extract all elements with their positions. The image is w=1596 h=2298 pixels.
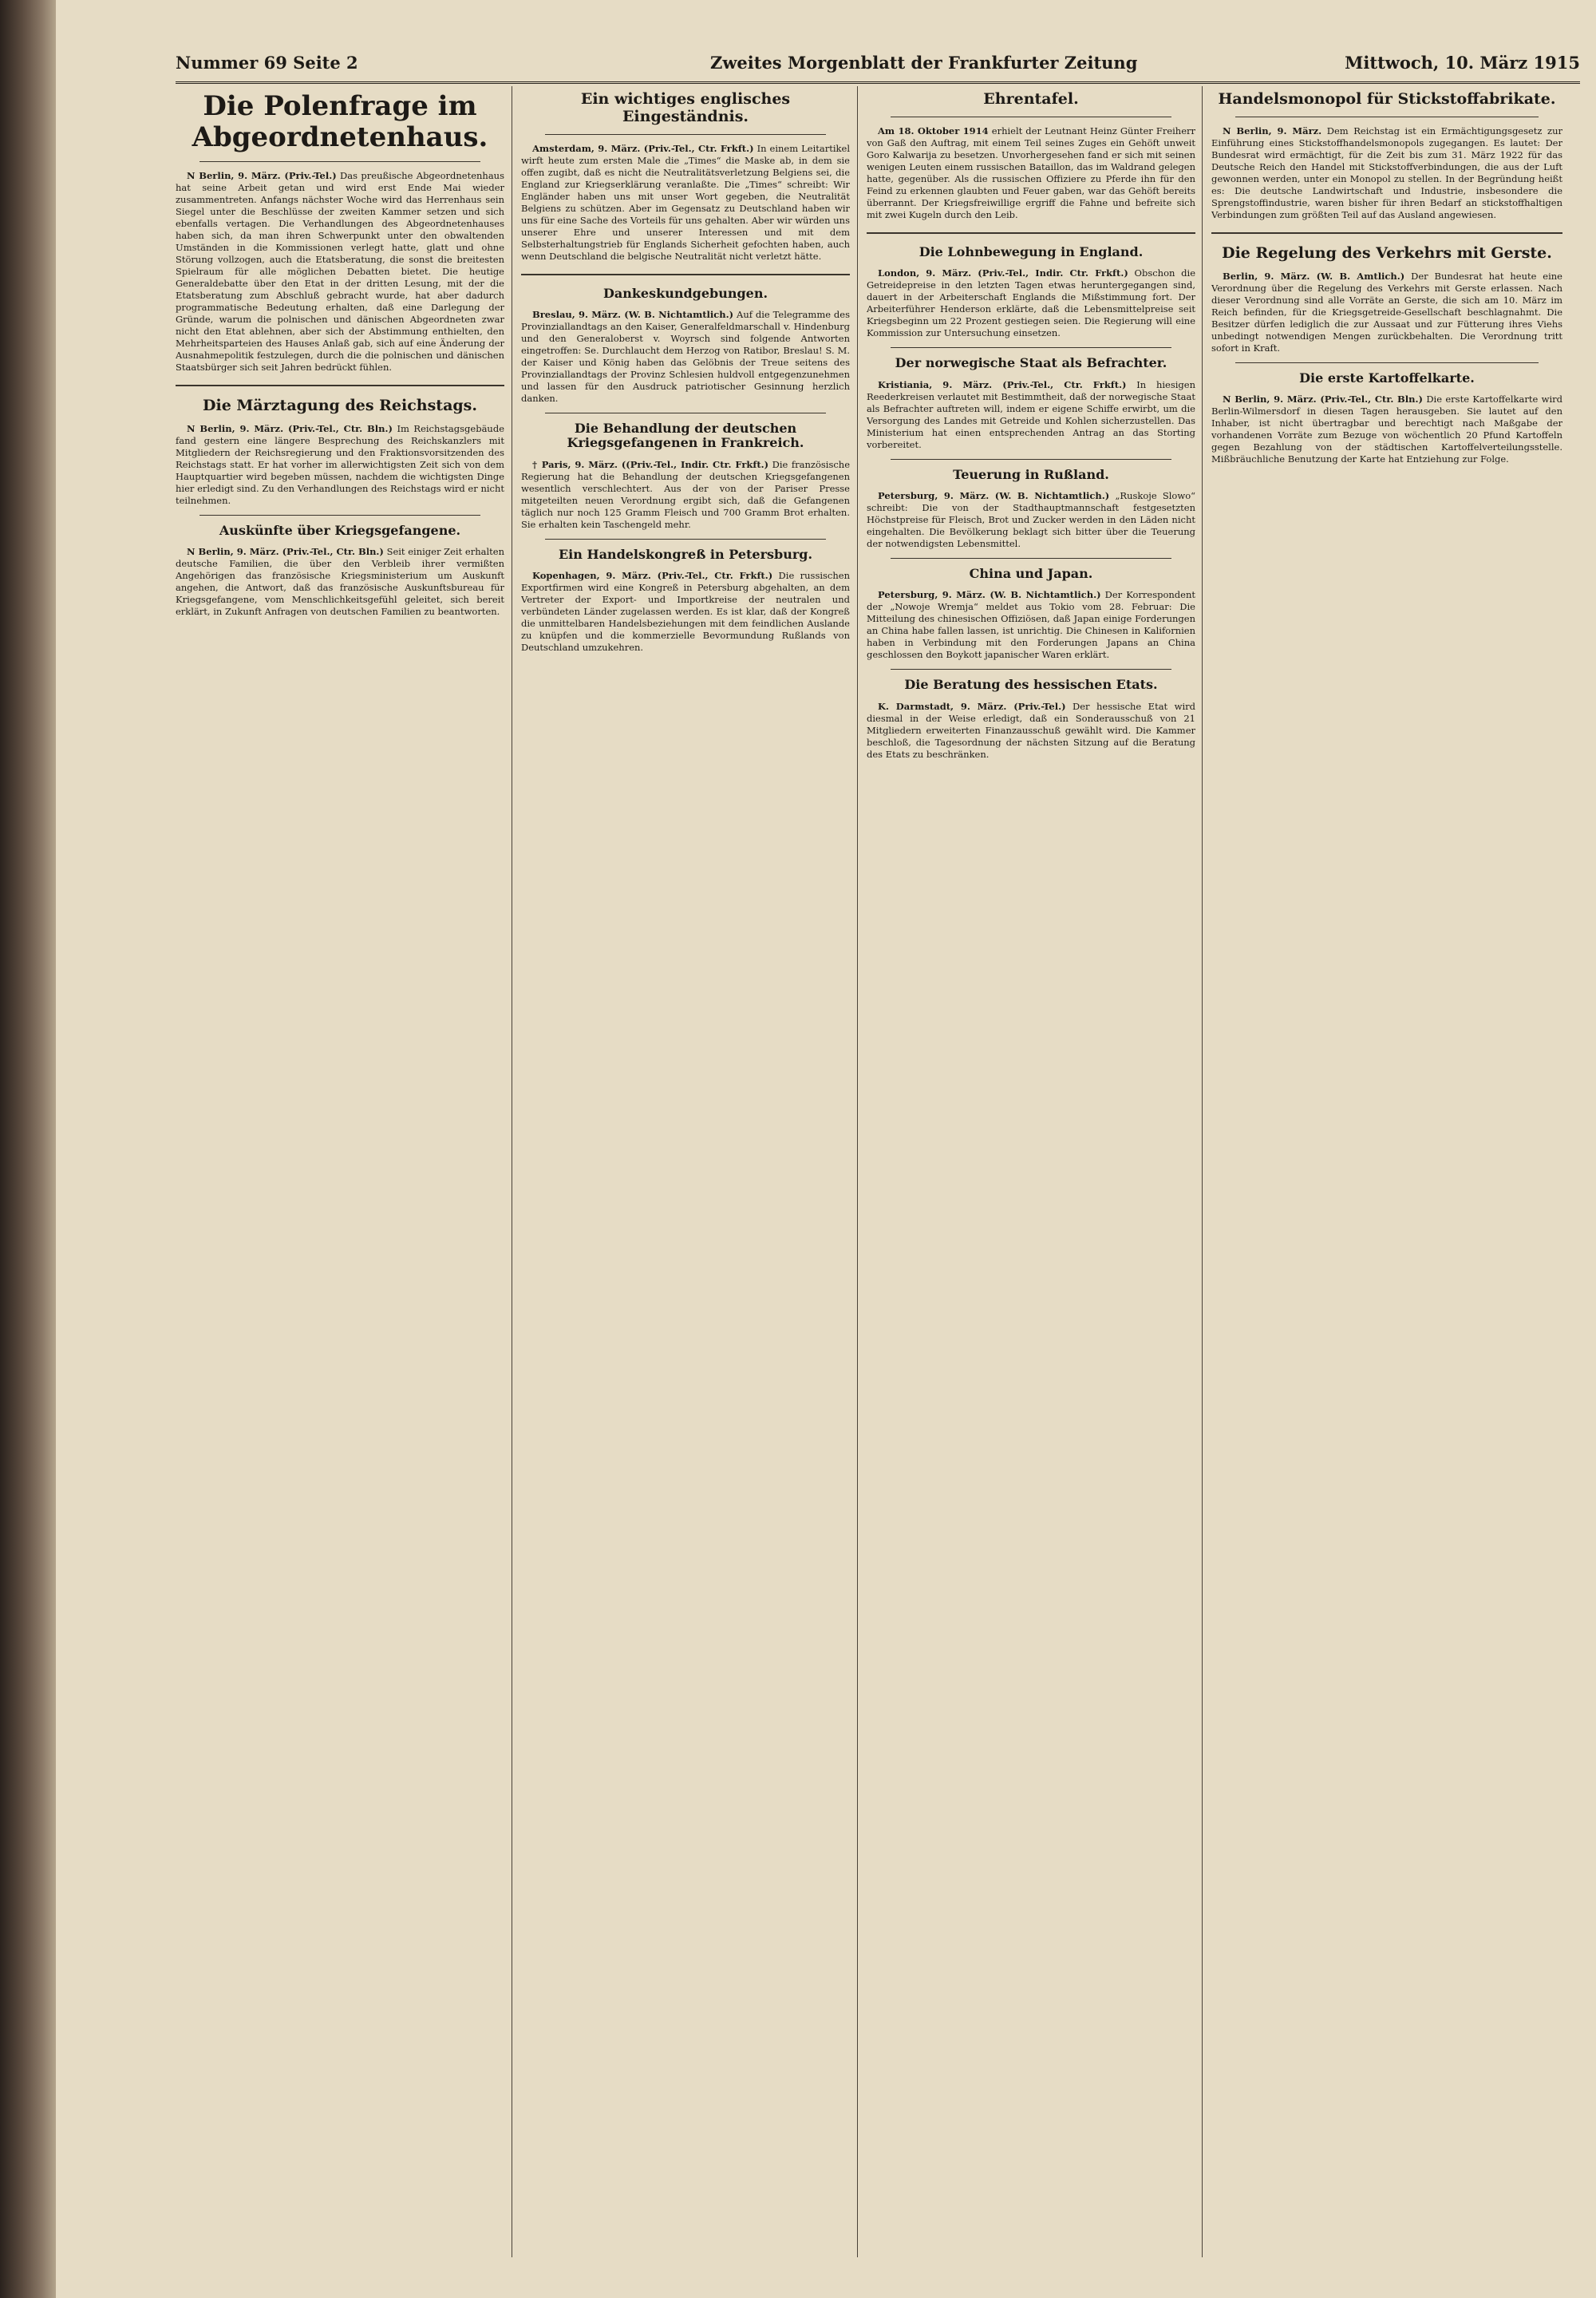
column-1 [176, 86, 504, 2257]
article-body [1211, 271, 1562, 354]
divider [521, 274, 850, 275]
dateline: Berlin, 9. März. (W. B. Amtlich.) [1223, 270, 1405, 282]
divider [545, 134, 826, 135]
article-text: erhielt der Leutnant Heinz Günter Freiherr von Gaß den Auftrag, mit einem Teil seines Zuges ein Gehöft unweit Goro Kalwarija zu besetzen. Unvorhergesehen fand er sich mit seinen wenigen Leuten einem russischen Bataillon, das im Waldrand gelegen hatte, gegenüber. Als die russischen Offiziere zu Pferde ihn für den Feind zu erkennen glaubten und Feuer gaben, war das Gehöft bereits überrannt. Der Kriegsfreiwillige ergriff die Fahne und befreite sich mit zwei Kugeln durch den Leib. [867, 125, 1195, 220]
dateline: Am 18. Oktober 1914 [878, 125, 989, 136]
divider [200, 161, 480, 162]
article-body [1211, 394, 1562, 465]
article-body [867, 379, 1195, 451]
dateline: Petersburg, 9. März. (W. B. Nichtamtlich.) [878, 490, 1110, 502]
article-body [521, 143, 850, 263]
headline-maerztagung: Die Märztagung des Reichstags. [203, 397, 477, 415]
divider [1235, 362, 1539, 363]
headline-kriegsgefangene: Auskünfte über Kriegsgefangene. [219, 523, 461, 539]
dateline: Amsterdam, 9. März. (Priv.-Tel., Ctr. Frkft.) [532, 142, 754, 154]
headline-lohnbewegung: Die Lohnbewegung in England. [918, 243, 1144, 259]
dateline: Petersburg, 9. März. (W. B. Nichtamtlich.) [878, 589, 1101, 601]
header-masthead: Zweites Morgenblatt der Frankfurter Zeitung [710, 53, 1138, 73]
article-text: Die erste Kartoffelkarte wird Berlin-Wilmersdorf in diesen Tagen herausgeben. Sie lautet auf den Inhaber, ist nicht übertragbar und berechtigt nach Maßgabe der vorhandenen Vorräte zum Bezuge von wöchentlich 20 Pfund Kartoffeln gegen Bezahlung von der städtischen Kartoffelverteilungsstelle. Mißbräuchliche Benutzung der Karte hat Entziehung zur Folge. [1211, 394, 1562, 465]
headline-polenfrage: Die Polenfrage im Abgeordnetenhaus. [192, 90, 488, 154]
headline-hessischer-etat: Die Beratung des hessischen Etats. [904, 677, 1158, 693]
article-text: Obschon die Getreidepreise in den letzten Tagen etwas heruntergegangen sind, dauert in der Arbeiterschaft Englands die Mißstimmung fort. Der Arbeiterführer Henderson erklärte, daß die Lebensmittelpreise seit Kriegsbeginn um 22 Prozent gestiegen seien. Die Regierung will eine Kommission zur Untersuchung einsetzen. [867, 267, 1195, 339]
dateline: N Berlin, 9. März. (Priv.-Tel., Ctr. Bln.) [1223, 394, 1423, 405]
headline-kriegsgefangene-frankreich: Die Behandlung der deutschen Kriegsgefangenen in Frankreich. [567, 421, 804, 451]
divider [545, 539, 826, 540]
headline-teuerung: Teuerung in Rußland. [953, 466, 1109, 482]
headline-china-japan: China und Japan. [969, 566, 1093, 582]
newspaper-page [56, 0, 1596, 2298]
divider [891, 459, 1171, 460]
article-text: Der hessische Etat wird diesmal in der Weise erledigt, daß ein Sonderausschuß von 21 Mitgliedern erweiterten Finanzausschuß gewählt wird. Die Kammer beschloß, die Tagesordnung der nächsten Sitzung auf die Beratung des Etats zu beschränken. [867, 700, 1195, 760]
article-text: Dem Reichstag ist ein Ermächtigungsgesetz zur Einführung eines Stickstoffhandelsmonopols zugegangen. Es lautet: Der Bundesrat wird ermächtigt, für die Zeit bis zum 31. März 1922 für das Deutsche Reich den Handel mit Stickstoffverbindungen, die aus der Luft gewonnen werden, unter ein Monopol zu stellen. In der Begründung heißt es: Die deutsche Landwirtschaft und Industrie, insbesondere die Sprengstoffindustrie, waren bisher für ihren Bedarf an stickstoffhaltigen Verbindungen zum größten Teil auf das Ausland angewiesen. [1211, 125, 1562, 220]
article-body [176, 423, 504, 507]
headline-stickstoff: Handelsmonopol für Stickstoffabrikate. [1218, 90, 1556, 108]
book-binding [0, 0, 56, 2298]
column-3 [867, 86, 1195, 2257]
divider [891, 347, 1171, 348]
article-body [521, 459, 850, 531]
article-body [176, 170, 504, 374]
article-body [521, 570, 850, 654]
article-text: Im Reichstagsgebäude fand gestern eine längere Besprechung des Reichskanzlers mit Mitgliedern der Reichsregierung und den Fraktionsvorsitzenden des Reichstags statt. Er hat vorher im allerwichtigsten Zeit sich von dem Hauptquartier wird begeben müssen, nachdem die wichtigsten Dinge hier erledigt sind. Zu den Verhandlungen des Reichstags wird er nicht teilnehmen. [176, 423, 504, 507]
divider [200, 515, 480, 516]
headline-dankeskundgebungen: Dankeskundgebungen. [602, 285, 768, 301]
article-text: In hiesigen Reederkreisen verlautet mit Bestimmtheit, daß der norwegische Staat als Befrachter auftreten will, indem er eigene Schiffe erwirbt, um die Versorgung des Landes mit Getreide und Kohlen sicherzustellen. Das Ministerium hat einen entsprechenden Antrag an das Storting vorbereitet. [867, 378, 1195, 450]
dateline: London, 9. März. (Priv.-Tel., Indir. Ctr. Frkft.) [878, 267, 1128, 279]
header-date: Mittwoch, 10. März 1915 [1345, 53, 1580, 73]
dateline: Kopenhagen, 9. März. (Priv.-Tel., Ctr. Frkft.) [532, 570, 773, 582]
page-header [176, 46, 1580, 84]
column-4 [1211, 86, 1562, 2257]
article-body [1211, 125, 1562, 221]
article-text: In einem Leitartikel wirft heute zum ersten Male die „Times“ die Maske ab, in dem sie offen zugibt, daß es nicht die Neutralitätsverletzung Belgiens sei, die England zur Kriegserklärung veranlaßte. Die „Times“ schreibt: Wir Engländer haben uns mit unser Wort gegeben, die Neutralität Belgiens zu schützen. Aber im Gegensatz zu Deutschland haben wir uns für eine Sache des Vorteils für uns gehalten. Aber wir würden uns unserer Ehre und unserer Interessen und mit dem Selbsterhaltungstrieb für Englands Sicherheit gefochten haben, auch wenn Deutschland die belgische Neutralität nicht verletzt hätte. [521, 142, 850, 262]
divider [176, 385, 504, 386]
divider [891, 669, 1171, 670]
article-text: „Ruskoje Slowo“ schreibt: Die von der Stadthauptmannschaft festgesetzten Höchstpreise für Fleisch, Brot und Zucker werden in den Läden nicht eingehalten. Die Bevölkerung beklagt sich bitter über die Teuerung der notwendigsten Lebensmittel. [867, 490, 1195, 550]
article-text: Der Bundesrat hat heute eine Verordnung über die Regelung des Verkehrs mit Gerste erlassen. Nach dieser Verordnung sind alle Vorräte an Gerste, die sich am 10. März im Reich befinden, für die Kriegsgetreide-Gesellschaft beschlagnahmt. Die Besitzer dürfen lediglich die zur Aussaat und zur Fütterung ihres Viehs unbedingt notwendigen Mengen zurückbehalten. Die Verordnung tritt sofort in Kraft. [1211, 270, 1562, 354]
headline-handelskongress: Ein Handelskongreß in Petersburg. [558, 546, 813, 562]
dateline: Kristiania, 9. März. (Priv.-Tel., Ctr. Frkft.) [878, 378, 1127, 390]
dateline: N Berlin, 9. März. [1223, 125, 1322, 136]
divider [1211, 232, 1562, 234]
dateline: † Paris, 9. März. ((Priv.-Tel., Indir. Ctr. Frkft.) [532, 458, 769, 470]
dateline: Breslau, 9. März. (W. B. Nichtamtlich.) [532, 309, 734, 321]
dateline: K. Darmstadt, 9. März. (Priv.-Tel.) [878, 700, 1066, 712]
article-body [867, 589, 1195, 661]
article-body [867, 125, 1195, 221]
headline-eingestaendnis: Ein wichtiges englisches Eingeständnis. [580, 90, 791, 125]
article-text: Die französische Regierung hat die Behandlung der deutschen Kriegsgefangenen wesentlich verschlechtert. Aus der von der Pariser Presse mitgeteilten neuen Verordnung ergibt sich, daß die Gefangenen täglich nur noch 125 Gramm Fleisch und 700 Gramm Brot erhalten. Sie erhalten kein Taschengeld mehr. [521, 458, 850, 530]
article-text: Das preußische Abgeordnetenhaus hat seine Arbeit getan und wird erst Ende Mai wieder zusammentreten. Anfangs nächster Woche wird das Herrenhaus sein Siegel unter die Beschlüsse der zweiten Kammer setzen und sich ebenfalls vertagen. Die Verhandlungen des Abgeordnetenhauses haben sich, da man ihren Schwerpunkt unter den obwaltenden Umständen in die Kommissionen verlegt hatte, glatt und ohne Störung vollzogen, auch die Etatsberatung, die sonst die breitesten Spielraum für alle möglichen Debatten bietet. Die heutige Generaldebatte über den Etat in der dritten Lesung, mit der die Etatsberatung zum Abschluß gebracht wurde, hat aber dadurch programmatische Bedeutung erhalten, daß eine Darlegung der Gründe, warum die polnischen und dänischen Abgeordneten zwar nicht den Etat ablehnen, aber sich der Abstimmung enthielten, den Mehrheitsparteien des Hauses Anlaß gab, sich auf eine Änderung der Ausnahmepolitik festzulegen, durch die die polnischen und dänischen Staatsbürger sich seit Jahren bedrückt fühlen. [176, 170, 504, 374]
dateline: N Berlin, 9. März. (Priv.-Tel., Ctr. Bln.) [187, 423, 393, 435]
article-body [521, 309, 850, 405]
article-text: Auf die Telegramme des Provinziallandtags an den Kaiser, Generalfeldmarschall v. Hindenburg und den Generaloberst v. Woyrsch sind folgende Antworten eingetroffen: Se. Durchlaucht dem Herzog von Ratibor, Breslau! S. M. der Kaiser und König haben das Gelöbnis der Treue seitens des Provinziallandtags der Provinz Schlesien huldvoll entgegenzunehmen und lassen für den Ausdruck patriotischer Gesinnung herzlich danken. [521, 309, 850, 405]
article-body [176, 546, 504, 618]
divider [891, 558, 1171, 559]
column-rule [857, 86, 858, 2257]
divider [867, 232, 1195, 234]
column-rule [1202, 86, 1203, 2257]
article-text: Seit einiger Zeit erhalten deutsche Familien, die über den Verbleib ihrer vermißten Angehörigen das französische Kriegsministerium um Auskunft angehen, die Antwort, daß das französische Auskunftsbureau für Kriegsgefangene, vom Menschlichkeitsgefühl geleitet, sich bereit erklärt, in Zukunft Anfragen von deutschen Familien zu beantworten. [176, 546, 504, 618]
headline-kartoffelkarte: Die erste Kartoffelkarte. [1299, 370, 1475, 386]
header-issue: Nummer 69 Seite 2 [176, 53, 358, 73]
article-text: Die russischen Exportfirmen wird eine Kongreß in Petersburg abgehalten, an dem Vertreter der Export- und Importkreise der neutralen und verbündeten Länder zugelassen werden. Es ist klar, daß der Kongreß die unmittelbaren Handelsbeziehungen mit dem feindlichen Auslande zu knüpfen und die kommerzielle Bevormundung Rußlands von Deutschland umzukehren. [521, 570, 850, 654]
dateline: N Berlin, 9. März. (Priv.-Tel., Ctr. Bln.) [187, 546, 384, 558]
headline-norwegen: Der norwegische Staat als Befrachter. [895, 355, 1167, 371]
article-body [867, 267, 1195, 339]
column-2 [521, 86, 850, 2257]
dateline: N Berlin, 9. März. (Priv.-Tel.) [187, 170, 337, 182]
headline-gerste: Die Regelung des Verkehrs mit Gerste. [1222, 243, 1552, 262]
article-body [867, 490, 1195, 550]
headline-ehrentafel: Ehrentafel. [983, 90, 1079, 108]
article-text: Der Korrespondent der „Nowoje Wremja“ meldet aus Tokio vom 28. Februar: Die Mitteilung des chinesischen Offiziösen, daß Japan einige Forderungen an China habe fallen lassen, ist unrichtig. Die Chinesen in Kalifornien haben in Verbindung mit den Forderungen Japans an China geschlossen den Boykott japanischer Waren erklärt. [867, 589, 1195, 661]
article-body [867, 701, 1195, 761]
